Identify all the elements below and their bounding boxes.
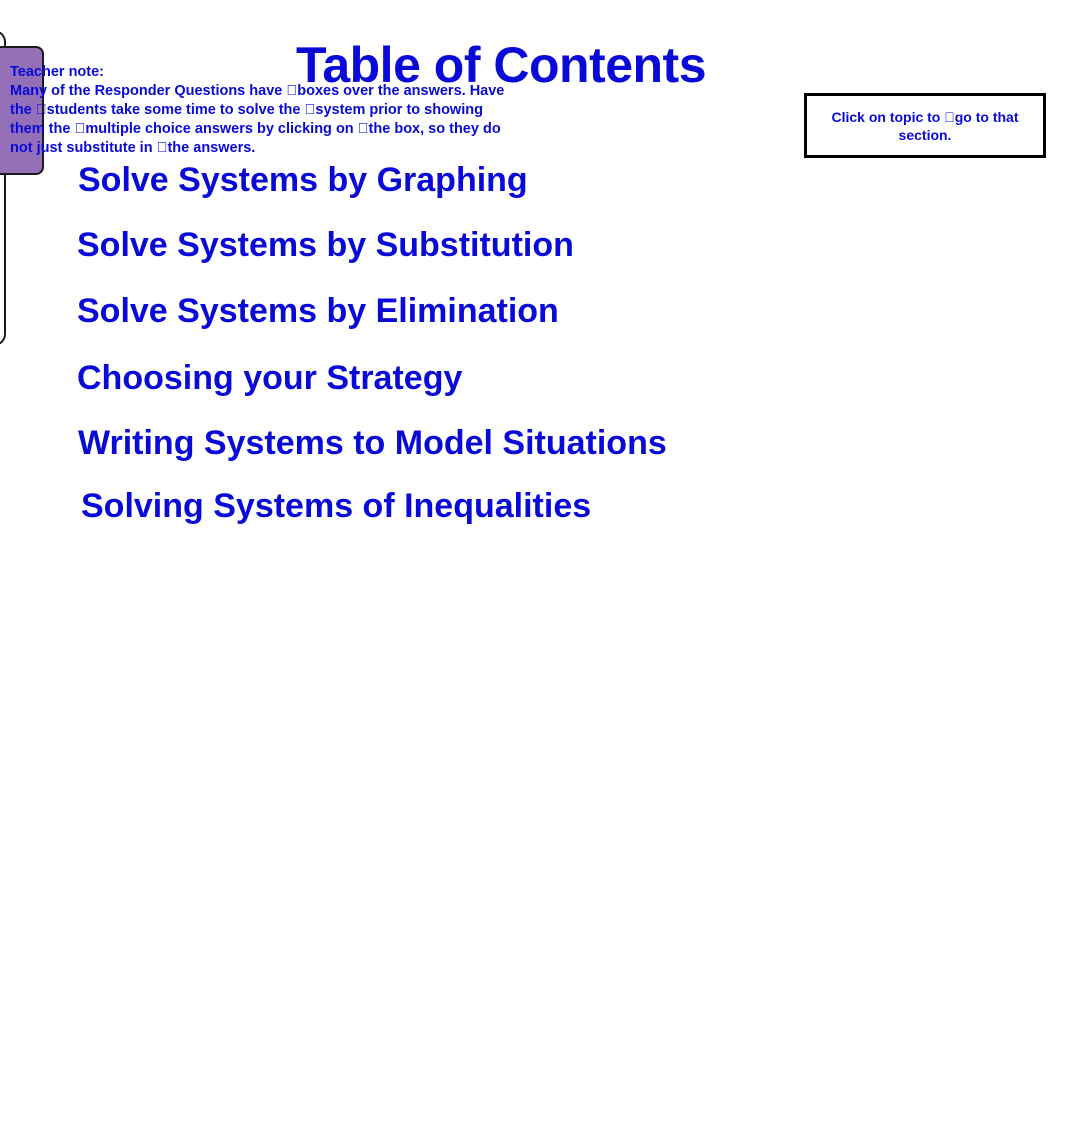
page-title: Table of Contents [296, 37, 707, 93]
navigation-hint-text: Click on topic to go to that section. [836, 108, 1014, 143]
teacher-note-heading: Teacher note: [10, 64, 105, 80]
toc-link-substitution[interactable]: Solve Systems by Substitution [77, 226, 574, 264]
teacher-note-line: them the multiple choice answers by clicking on the box, so they do [10, 121, 479, 137]
navigation-hint-box [804, 93, 1046, 158]
teacher-note-line: Many of the Responder Questions have boxes over the answers. Have [10, 83, 494, 99]
toc-link-elimination[interactable]: Solve Systems by Elimination [77, 292, 559, 330]
teacher-note-line: the students take some time to solve the system prior to showing [10, 102, 462, 118]
toc-link-graphing[interactable]: Solve Systems by Graphing [78, 161, 528, 199]
toc-link-inequalities[interactable]: Solving Systems of Inequalities [81, 487, 592, 525]
toc-link-writing-systems[interactable]: Writing Systems to Model Situations [78, 424, 667, 462]
toc-link-strategy[interactable]: Choosing your Strategy [77, 359, 463, 397]
teacher-note [10, 63, 565, 158]
teacher-note-line: not just substitute in the answers. [10, 140, 245, 156]
